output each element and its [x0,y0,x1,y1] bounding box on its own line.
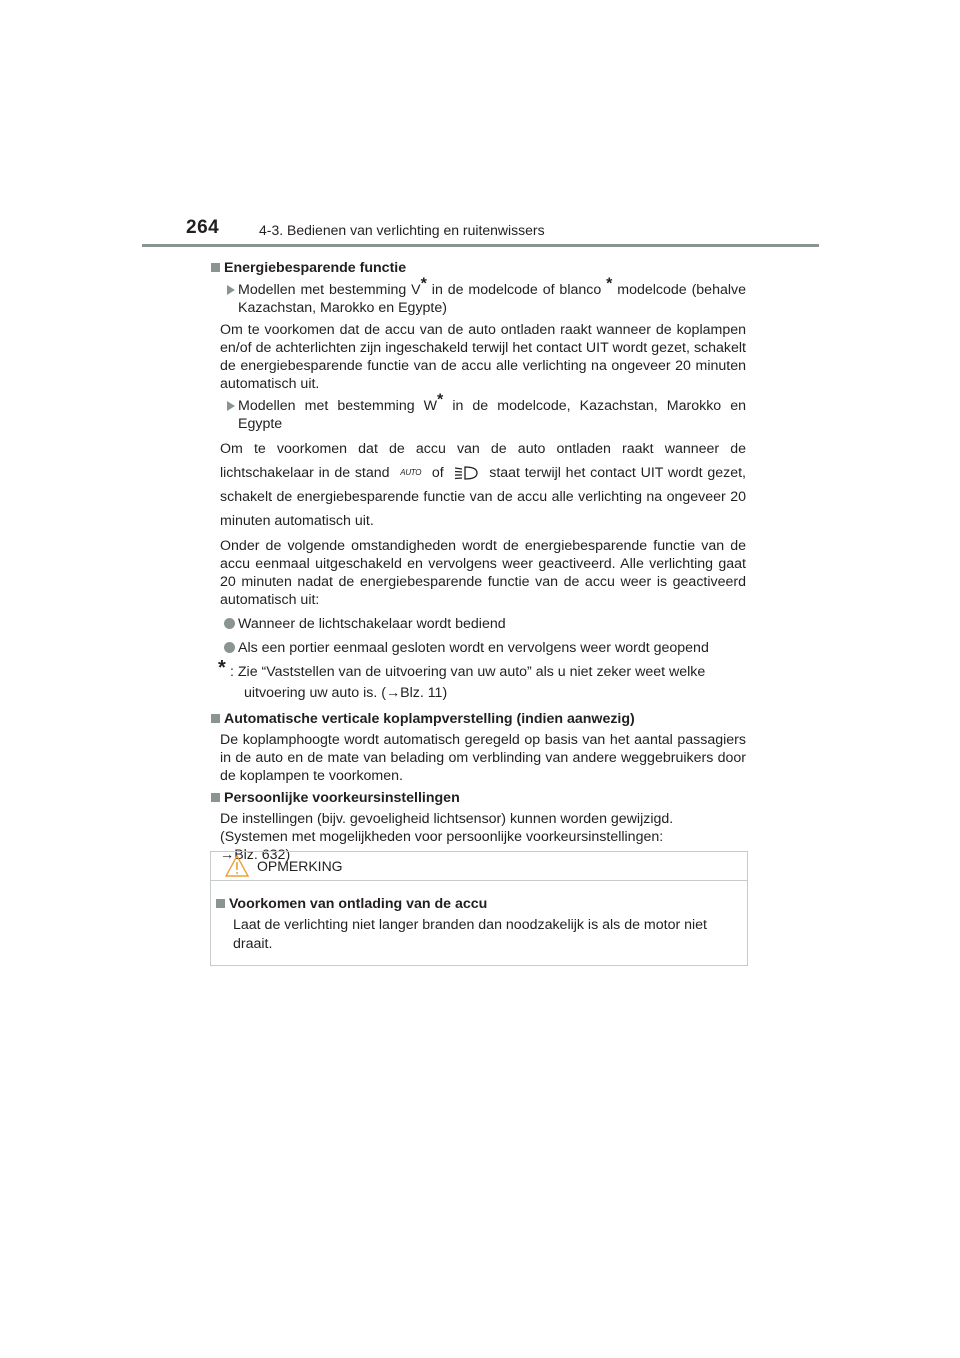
paragraph-energy-3: Onder de volgende omstandigheden wordt de energiebesparende functie van de accu eenmaal uitgeschakeld en vervolgens weer geactiveerd. Alle verlichting gaat 20 minuten nadat de energiebesparende functie van de accu weer is geactiveerd automatisch uit: [220,538,746,609]
page-header [186,215,820,247]
notice-header [211,852,747,881]
notice-box [210,851,748,966]
header-divider [142,244,819,247]
list-item: Als een portier eenmaal gesloten wordt en vervolgens weer wordt geopend [224,639,746,657]
footnote-star: * [218,657,226,680]
bullet-dot-icon [224,642,235,653]
warning-triangle-icon [225,855,249,877]
paragraph-personal-settings: De instellingen (bijv. gevoeligheid lichtsensor) kunnen worden gewijzigd. (Systemen met mogelijkheden voor persoonlijke voorkeursinstellingen: →Blz. 632) [220,811,674,864]
triangle-bullet-icon [227,285,235,295]
notice-label: OPMERKING [257,858,343,874]
triangle-bullet-icon [227,401,235,411]
paragraph-auto-leveling: De koplamphoogte wordt automatisch geregeld op basis van het aantal passagiers in de auto en de mate van belading om verblinding van andere weggebruikers door de koplampen te voorkomen. [220,732,746,785]
bullet-dot-icon [224,618,235,629]
notice-title: Voorkomen van ontlading van de accu [215,895,739,914]
paragraph-energy-2: Om te voorkomen dat de accu van de auto ontladen raakt wanneer de lichtschakelaar in de stand AUTO of staat terwijl het contact UIT wordt gezet, schakelt de energiebesparende functie van de accu alle verlichting na ongeveer 20 minuten automatisch uit. [220,441,746,530]
page-content [210,255,746,864]
page-number: 264 [186,217,220,238]
notice-text: Laat de verlichting niet langer branden dan noodzakelijk is als de motor niet draait. [233,917,707,952]
heading-auto-leveling: Automatische verticale koplampverstelling (indien aanwezig) [210,710,746,728]
paragraph-energy-1: Om te voorkomen dat de accu van de auto ontladen raakt wanneer de koplampen en/of de achterlichten zijn ingeschakeld terwijl het contact UIT wordt gezet, schakelt de energiebesparende functie van de accu alle verlichting na ongeveer 20 minuten automatisch uit. [220,322,746,392]
footnote: * : Zie “Vaststellen van de uitvoering van uw auto” als u niet zeker weet welke uitvoering uw auto is. (→Blz. 11) [218,657,706,702]
notice-body [211,881,747,954]
auto-light-icon: AUTO [400,468,422,478]
subheading-destination-w: Modellen met bestemming W* in de modelcode, Kazachstan, Marokko en Egypte [227,397,746,433]
headlight-icon [454,466,478,480]
heading-personal-settings: Persoonlijke voorkeursinstellingen [210,789,746,807]
list-item: Wanneer de lichtschakelaar wordt bediend [224,615,746,633]
section-title: 4-3. Bedienen van verlichting en ruitenwissers [259,222,545,238]
subheading-destination-v: Modellen met bestemming V* in de modelcode of blanco * modelcode (behalve Kazachstan, Marokko en Egypte) [227,281,746,317]
heading-energy-saving: Energiebesparende functie [210,259,746,277]
